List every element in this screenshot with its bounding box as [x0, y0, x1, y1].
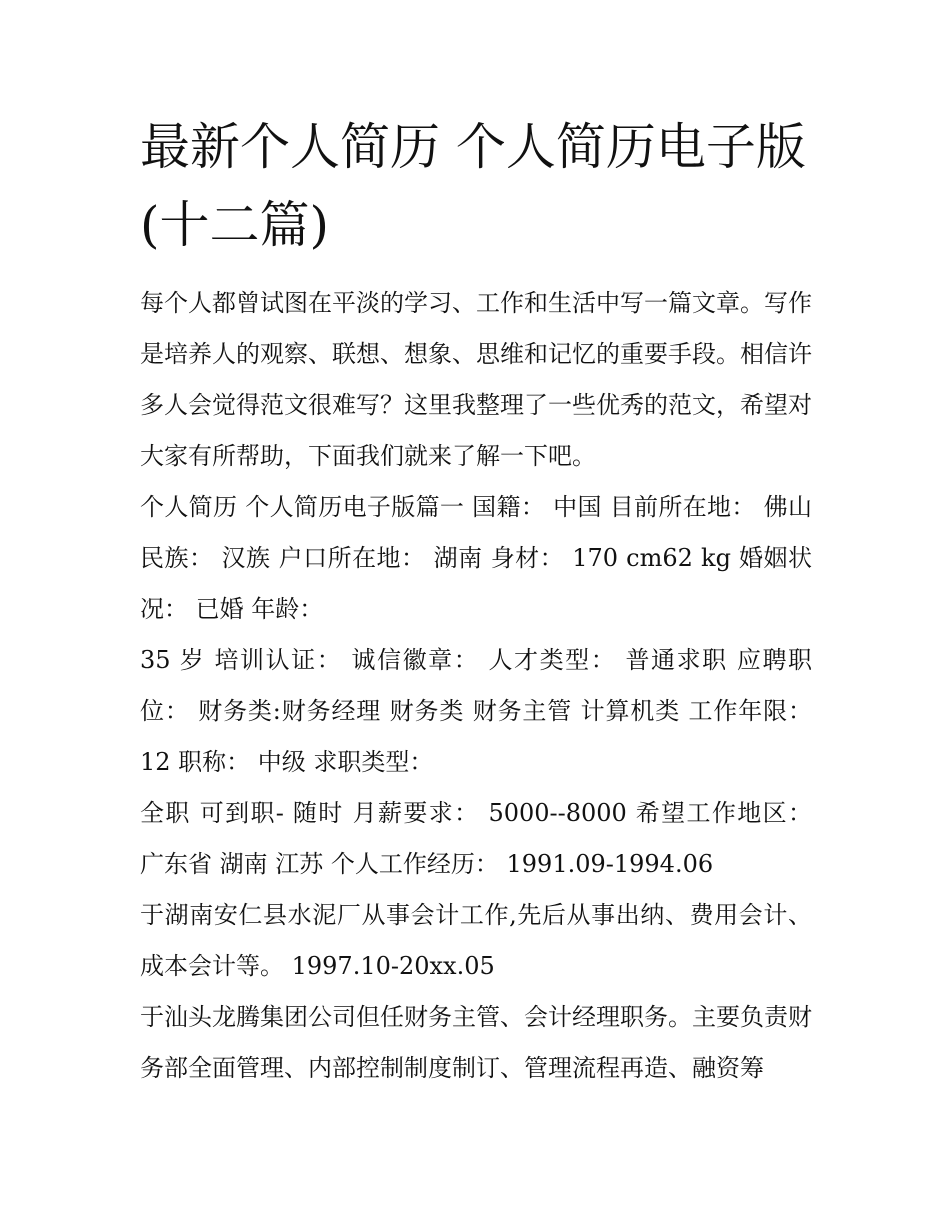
resume-work-preference-paragraph: 全职 可到职- 随时 月薪要求： 5000--8000 希望工作地区： 广东省 湖南 江苏 个人工作经历： 1991.09-1994.06 — [140, 799, 812, 878]
document-title: 最新个人简历 个人简历电子版(十二篇) — [140, 118, 806, 254]
resume-job-intent-paragraph: 35 岁 培训认证： 诚信徽章： 人才类型： 普通求职 应聘职位： 财务类:财务经理 财务类 财务主管 计算机类 工作年限：12 职称： 中级 求职类型： — [140, 646, 812, 776]
document-page — [140, 108, 812, 1094]
work-experience-paragraph-2: 于汕头龙腾集团公司但任财务主管、会计经理职务。主要负责财务部全面管理、内部控制制度制订、管理流程再造、融资筹 — [140, 1003, 812, 1082]
work-experience-paragraph-1: 于湖南安仁县水泥厂从事会计工作,先后从事出纳、费用会计、成本会计等。 1997.10-20xx.05 — [140, 901, 812, 980]
resume-basic-info-paragraph: 个人简历 个人简历电子版篇一 国籍： 中国 目前所在地： 佛山 民族： 汉族 户口所在地： 湖南 身材： 170 cm62 kg 婚姻状况： 已婚 年龄： — [140, 493, 812, 623]
intro-paragraph: 每个人都曾试图在平淡的学习、工作和生活中写一篇文章。写作是培养人的观察、联想、想象、思维和记忆的重要手段。相信许多人会觉得范文很难写？这里我整理了一些优秀的范文，希望对大家有所帮助，下面我们就来了解一下吧。 — [140, 289, 812, 470]
